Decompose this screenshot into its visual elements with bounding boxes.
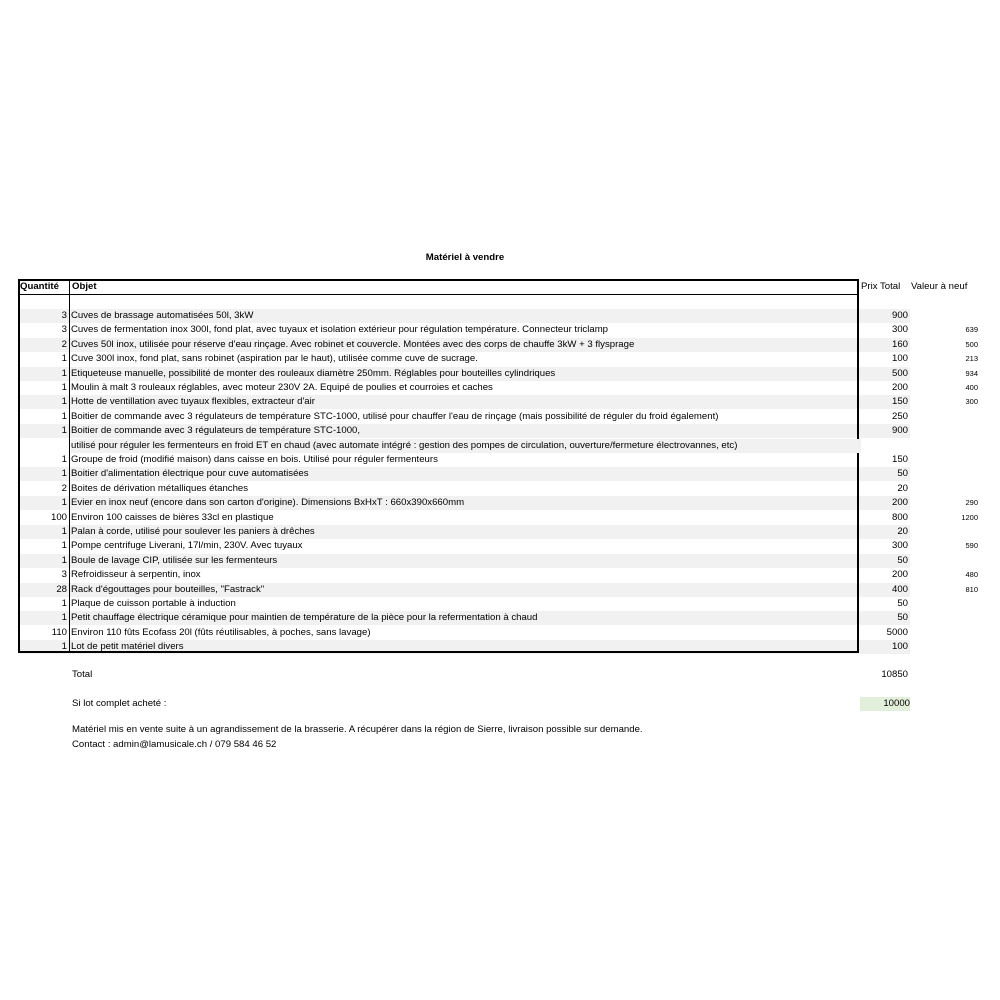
row-price: 900	[891, 425, 908, 437]
row-price: 400	[891, 583, 908, 595]
row-object: Cuves 50l inox, utilisée pour réserve d'eau rinçage. Avec robinet et couvercle. Montées avec des corps de chauffe 3kW + 3 flysprage	[71, 338, 635, 350]
row-price: 50	[897, 554, 908, 566]
row-price: 200	[891, 497, 908, 509]
row-price: 50	[897, 598, 908, 609]
row-new-value: 300	[965, 397, 978, 407]
table-row	[20, 554, 980, 568]
row-quantity: 1	[61, 468, 67, 480]
row-new-value: 290	[965, 498, 978, 508]
header-quantite: Quantité	[20, 281, 59, 292]
lot-value: 10000	[860, 697, 910, 711]
row-price: 500	[891, 367, 908, 379]
row-object: Pompe centrifuge Liverani, 17l/min, 230V. Avec tuyaux	[71, 540, 303, 552]
row-quantity: 1	[61, 410, 67, 422]
row-object: Rack d'égouttages pour bouteilles, "Fastrack"	[71, 583, 265, 595]
table-row	[20, 309, 980, 323]
row-new-value: 934	[965, 368, 978, 378]
row-object: Moulin à malt 3 rouleaux réglables, avec moteur 230V 2A. Equipé de poulies et courroies et caches	[71, 382, 493, 393]
row-price: 800	[891, 511, 908, 523]
row-quantity: 1	[61, 367, 67, 379]
row-object: Lot de petit matériel divers	[71, 641, 184, 653]
row-object: Boule de lavage CIP, utilisée sur les fermenteurs	[71, 554, 278, 566]
row-object: Environ 110 fûts Ecofass 20l (fûts réutilisables, à poches, sans lavage)	[71, 626, 371, 638]
row-object: Refroidisseur à serpentin, inox	[71, 569, 201, 581]
row-quantity: 1	[61, 396, 67, 408]
row-price: 5000	[886, 626, 908, 638]
row-object: Evier en inox neuf (encore dans son carton d'origine). Dimensions BxHxT : 660x390x660mm	[71, 497, 465, 509]
row-quantity: 1	[61, 497, 67, 509]
lot-label: Si lot complet acheté :	[72, 698, 167, 709]
row-price: 20	[897, 526, 908, 537]
row-new-value: 213	[965, 354, 978, 364]
header-divider	[18, 294, 859, 295]
row-price: 100	[891, 641, 908, 653]
row-quantity: 1	[61, 598, 67, 609]
row-quantity: 1	[61, 612, 67, 624]
table-row	[20, 352, 980, 366]
row-quantity: 1	[61, 554, 67, 566]
table-row	[20, 626, 980, 640]
table-row	[20, 539, 980, 553]
row-quantity: 100	[50, 511, 67, 523]
row-object: Groupe de froid (modifié maison) dans caisse en bois. Utilisé pour réguler fermenteurs	[71, 454, 438, 465]
header-objet: Objet	[72, 281, 97, 292]
sale-note: Matériel mis en vente suite à un agrandissement de la brasserie. A récupérer dans la région de Sierre, livraison possible sur demande.	[72, 724, 643, 735]
table-row	[20, 467, 980, 481]
row-price: 200	[891, 382, 908, 393]
table-row	[20, 395, 980, 409]
table-row	[20, 611, 980, 625]
row-new-value: 1200	[961, 512, 978, 522]
table-row	[20, 367, 980, 381]
row-object-continuation: utilisé pour réguler les fermenteurs en froid ET en chaud (avec automate intégré : gestion des pompes de circulation, ouverture/fermeture électrovannes, etc)	[71, 439, 861, 453]
row-object: Boitier de commande avec 3 régulateurs de température STC-1000,	[71, 425, 361, 437]
page-title: Matériel à vendre	[425, 252, 505, 263]
row-quantity: 2	[61, 338, 67, 350]
row-quantity: 1	[61, 526, 67, 537]
row-price: 160	[891, 338, 908, 350]
row-quantity: 1	[61, 425, 67, 437]
row-new-value: 810	[965, 584, 978, 594]
row-price: 150	[891, 454, 908, 465]
row-object: Palan à corde, utilisé pour soulever les paniers à drêches	[71, 526, 315, 537]
row-new-value: 639	[965, 325, 978, 335]
row-price: 20	[897, 482, 908, 494]
table-row	[20, 525, 980, 539]
row-object: Boites de dérivation métalliques étanches	[71, 482, 249, 494]
total-label: Total	[72, 669, 93, 680]
row-quantity: 3	[61, 569, 67, 581]
row-quantity: 110	[51, 626, 67, 638]
header-prix-total: Prix Total	[861, 281, 901, 292]
table-row	[20, 482, 980, 496]
row-price: 900	[891, 310, 908, 321]
row-new-value: 590	[965, 541, 978, 551]
table-row	[20, 640, 980, 654]
row-price: 300	[891, 324, 908, 336]
row-object: Environ 100 caisses de bières 33cl en plastique	[71, 511, 274, 523]
row-object: Cuves de brassage automatisées 50l, 3kW	[71, 310, 254, 321]
table-row	[20, 496, 980, 510]
row-new-value: 480	[965, 570, 978, 580]
table-row	[20, 338, 980, 352]
row-quantity: 3	[61, 324, 67, 336]
table-row	[20, 381, 980, 395]
row-price: 50	[897, 468, 908, 480]
row-object: Cuves de fermentation inox 300l, fond plat, avec tuyaux et isolation extérieur pour régulation température. Connecteur triclamp	[71, 324, 609, 336]
row-quantity: 1	[61, 353, 67, 365]
table-row	[20, 511, 980, 525]
row-object: Cuve 300l inox, fond plat, sans robinet (aspiration par le haut), utilisée comme cuve de sucrage.	[71, 353, 478, 365]
row-object: Petit chauffage électrique céramique pour maintien de température de la pièce pour la refermentation à chaud	[71, 612, 538, 624]
table-row	[20, 583, 980, 597]
row-price: 300	[891, 540, 908, 552]
table-row	[20, 410, 980, 424]
row-object: Plaque de cuisson portable à induction	[71, 598, 236, 609]
total-value: 10850	[881, 669, 908, 680]
row-object: Hotte de ventillation avec tuyaux flexibles, extracteur d'air	[71, 396, 315, 408]
row-price: 50	[897, 612, 908, 624]
table-row	[20, 568, 980, 582]
table-row	[20, 424, 980, 438]
row-object: Boitier d'alimentation électrique pour cuve automatisées	[71, 468, 309, 480]
row-quantity: 28	[56, 583, 67, 595]
table-row	[20, 597, 980, 611]
table-row	[20, 453, 980, 467]
row-price: 100	[891, 353, 908, 365]
row-quantity: 1	[61, 641, 67, 653]
row-quantity: 1	[61, 540, 67, 552]
row-object: Etiqueteuse manuelle, possibilité de monter des rouleaux diamètre 250mm. Réglables pour bouteilles cylindriques	[71, 367, 556, 379]
row-quantity: 1	[61, 382, 67, 393]
row-quantity: 3	[61, 310, 67, 321]
contact-line: Contact : admin@lamusicale.ch / 079 584 46 52	[72, 739, 277, 750]
header-valeur-neuf: Valeur à neuf	[911, 281, 968, 292]
row-price: 200	[891, 569, 908, 581]
row-new-value: 500	[965, 339, 978, 349]
row-new-value: 400	[965, 383, 978, 392]
row-price: 250	[891, 410, 908, 422]
row-quantity: 1	[61, 454, 67, 465]
table-row	[20, 323, 980, 337]
row-object: Boitier de commande avec 3 régulateurs de température STC-1000, utilisé pour chauffer l'eau de rinçage (mais possibilité de réguler du froid également)	[71, 410, 719, 422]
row-price: 150	[891, 396, 908, 408]
row-quantity: 2	[61, 482, 67, 494]
